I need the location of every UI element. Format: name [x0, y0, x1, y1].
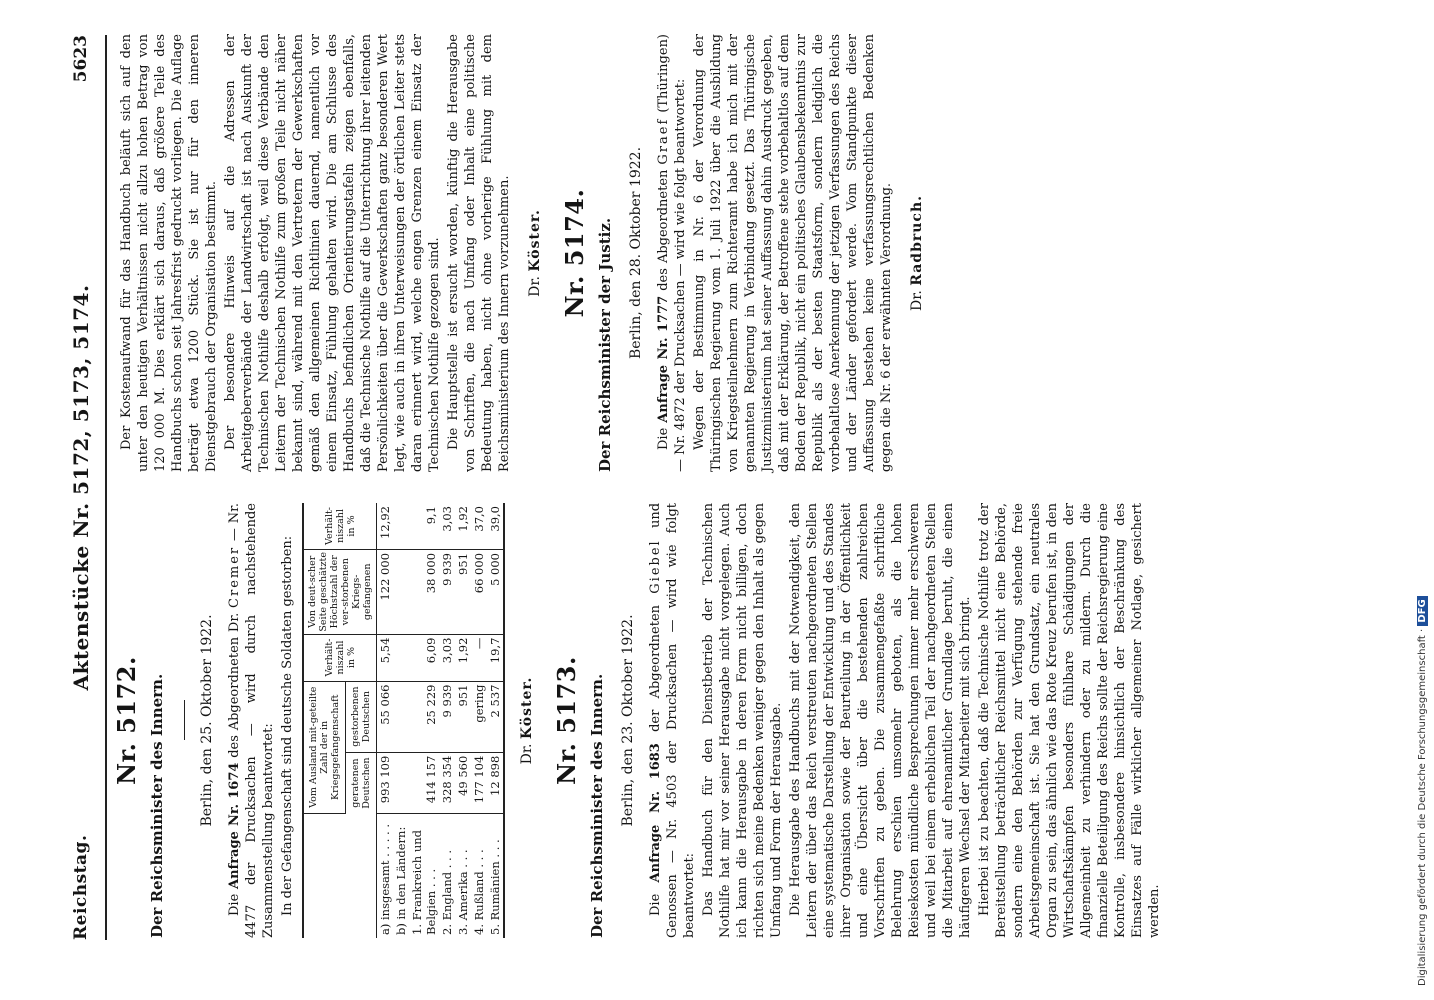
- page-number: 5623: [71, 35, 91, 83]
- divider: [184, 701, 185, 741]
- doc-5173-signature: Dr. Köster.: [527, 209, 543, 297]
- doc-5173-date: Berlin, den 23. Oktober 1922.: [620, 614, 636, 827]
- page-header: [65, 35, 107, 940]
- doc-5174-intro: Die Anfrage Nr. 1777 des Abgeordneten Graef (Thüringen) — Nr. 4872 der Drucksachen — wird wie folgt beantwortet:: [656, 33, 688, 472]
- right-column: [118, 34, 948, 472]
- doc-5173-minister: Der Reichsminister des Innern.: [588, 673, 606, 938]
- doc-5173-paragraph-5: Der besondere Hinweis auf die Adressen der Arbeitgeberverbände der Landwirtschaft ist nach Auskunft der Technischen Nothilfe deshalb erfolgt, weil diese Verbände den Leitern der Technischen Nothilfe zum großen Teile nicht näher bekannt sind, während mit den Vertretern der Gewerkschaften gemäß den allgemeinen Richtlinien dauernd, namentlich vor einem Einsatz, Fühlung gehalten wird. Die am Schlusse des Handbuchs befindlichen Orientierungstafeln zeigen ebenfalls, daß die Technische Nothilfe auf die Unterrichtung ihrer leitenden Persönlichkeiten über die Gewerkschaften ganz besonderen Wert legt, wie auch in ihren Unterweisungen der örtlichen Leiter stets daran erinnert wird, welche engen Grenzen einem Einsatz der Technischen Nothilfe gezogen sind.: [223, 34, 442, 472]
- doc-5172-intro: Die Anfrage Nr. 1674 des Abgeordneten Dr. Cremer — Nr. 4477 der Drucksachen — wird durch nachstehende Zusammenstellung beantwortet:: [227, 502, 276, 938]
- table-row: a) insgesamt . . . . . 993 109 55 066 5,54 122 000 12,92: [377, 503, 394, 938]
- table-header-ratio1: Verhält-niszahl in %: [303, 634, 377, 681]
- doc-5172-minister: Der Reichsminister des Innern.: [148, 673, 166, 938]
- digitization-text: Digitalisierung gefördert durch die Deutsche Forschungsgemeinschaft: [1417, 635, 1428, 986]
- doc-5174-minister: Der Reichsminister der Justiz.: [596, 217, 614, 472]
- header-reichstag: Reichstag.: [71, 834, 91, 940]
- table-group-header: Vom Ausland mit-geteilte Zahl der in Kriegsgefangenschaft: [303, 681, 346, 813]
- table-row: 2. England . . . 328 354 9 939 3,03 9 939 3,03: [439, 503, 455, 938]
- doc-5173-paragraph-1: Das Handbuch für den Dienstbetrieb der Technischen Nothilfe hat mir vor seiner Herausgabe nicht vorgelegen. Auch ich kann die Herausgabe in deren Form nicht billigen, doch richten sich meine Bedenken weniger gegen den Inhalt als gegen Umfang und Form der Herausgabe.: [701, 503, 784, 938]
- doc-5173-paragraph-6: Die Hauptstelle ist ersucht worden, künftig die Herausgabe von Schriften, die nach Umfang oder Inhalt eine politische Bedeutung haben, nicht ohne vorherige Fühlung mit dem Reichsministerium des Innern vorzunehmen.: [446, 34, 512, 472]
- header-title: Aktenstücke Nr. 5172, 5173, 5174.: [69, 284, 93, 691]
- table-corner: [303, 814, 377, 939]
- doc-5174-date: Berlin, den 28. Oktober 1922.: [628, 146, 644, 360]
- table-row: b) in den Ländern:: [393, 503, 409, 938]
- table-header-captured: geratenen Deutschen: [346, 752, 377, 813]
- table-row: 5. Rumänien . . . 12 898 2 537 19,7 5 000 39,0: [487, 503, 504, 938]
- doc-5173-paragraph-4: Der Kostenaufwand für das Handbuch beläuft sich auf den unter den heutigen Verhältnissen nicht allzu hohen Betrag von 120 000 M. Dies erklärt sich daraus, daß größere Teile des Handbuchs schon seit Jahresfrist gedruckt vorliegen. Die Auflage beträgt etwa 1200 Stück. Sie ist nur für den inneren Dienstgebrauch der Organisation bestimmt.: [119, 34, 219, 472]
- doc-5173-title: Nr. 5173.: [552, 656, 581, 785]
- table-header-died: gestorbenen Deutschen: [346, 681, 377, 752]
- doc-5172-title: Nr. 5172.: [112, 656, 141, 785]
- doc-5174-signature: Dr. Radbruch.: [909, 194, 925, 312]
- doc-5174-title: Nr. 5174.: [560, 188, 589, 318]
- doc-5172-lead: In der Gefangenschaft sind deutsche Soldaten gestorben:: [280, 535, 295, 916]
- table-header-estimate: Von deut-scher Seite geschätzte Höchstzahl der ver-storbenen Kriegs-gefangenen: [303, 549, 377, 634]
- dfg-logo: DFG: [1417, 596, 1428, 625]
- doc-5173-intro: Die Anfrage Nr. 1683 der Abgeordneten Giebel und Genossen — Nr. 4503 der Drucksachen — wird wie folgt beantwortet:: [648, 502, 697, 938]
- doc-5174-paragraph-1: Wegen der Bestimmung in Nr. 6 der Verordnung der Thüringischen Regierung vom 1. Juli 1922 über die Ausbildung von Kriegsteilnehmern zum Richteramt habe ich mich mit der genannten Regierung in Verbindung gesetzt. Das Thüringische Justizministerium hat seiner Auffassung dahin Ausdruck gegeben, daß mit der Erklärung, der Betroffene stehe vorbehaltlos auf dem Boden der Republik, nicht ein politisches Glaubensbekenntnis zur Republik als der besten Staatsform, sondern lediglich die vorbehaltlose Anerkennung der jetzigen Verfassungen des Reichs und der Länder gefordert werde. Vom Standpunkte dieser Auffassung bestehen keine verfassungsrechtlichen Bedenken gegen die Nr. 6 der erwähnten Verordnung.: [692, 34, 894, 472]
- table-row: 4. Rußland . . . 177 104 gering — 66 000 37,0: [471, 503, 487, 938]
- doc-5173-paragraph-3: Hierbei ist zu beachten, daß die Technische Nothilfe trotz der Bereitstellung beträchtlicher Reichsmittel nicht eine Behörde, sondern eine den Behörden zur Verfügung stehende freie Arbeitsgemeinschaft ist. Sie hat den Grundsatz, ein neutrales Organ zu sein, das ähnlich wie das Rote Kreuz berufen ist, in den Wirtschaftskämpfen besonders fühlbare Schädigungen der Allgemeinheit zu verhindern oder zu mildern. Durch die finanzielle Beteiligung des Reichs sollte der Reichsregierung eine Kontrolle, insbesondere hinsichtlich der Beschränkung des Einsatzes auf Fälle wirklicher allgemeiner Notlage, gesichert werden.: [977, 503, 1162, 938]
- table-header-ratio2: Verhält-niszahl in %: [303, 503, 377, 549]
- prisoner-death-table: [302, 503, 505, 938]
- doc-5172-date: Berlin, den 25. Oktober 1922.: [199, 614, 215, 827]
- doc-5173-paragraph-2: Die Herausgabe des Handbuchs mit der Notwendigkeit, den Leitern der über das Reich verstreuten nachgeordneten Stellen eine systematische Darstellung der Entwicklung und des Standes ihrer Organisation sowie der Beurteilung in der Öffentlichkeit und eine Übersicht über die bestehenden zahlreichen Vorschriften zu geben. Die zusammengefaßte schriftliche Belehrung erschien umsomehr geboten, als die hohen Reisekosten mündliche Besprechungen immer mehr erschweren und weil bei einem erheblichen Teil der nachgeordneten Stellen die Mitarbeit auf ehrenamtlicher Grundlage beruht, die einen häufigeren Wechsel der Mitarbeiter mit sich bringt.: [788, 503, 973, 938]
- digitization-note: Digitalisierung gefördert durch die Deutsche Forschungsgemeinschaft · DFG: [1416, 14, 1430, 986]
- table-row: 3. Amerika . . . 49 560 951 1,92 951 1,92: [455, 503, 471, 938]
- doc-5172-signature: Dr. Köster.: [519, 676, 535, 765]
- table-row: 1. Frankreich und Belgien . . . 414 157 25 229 6,09 38 000 9,1: [409, 503, 439, 938]
- left-column: [112, 502, 1165, 938]
